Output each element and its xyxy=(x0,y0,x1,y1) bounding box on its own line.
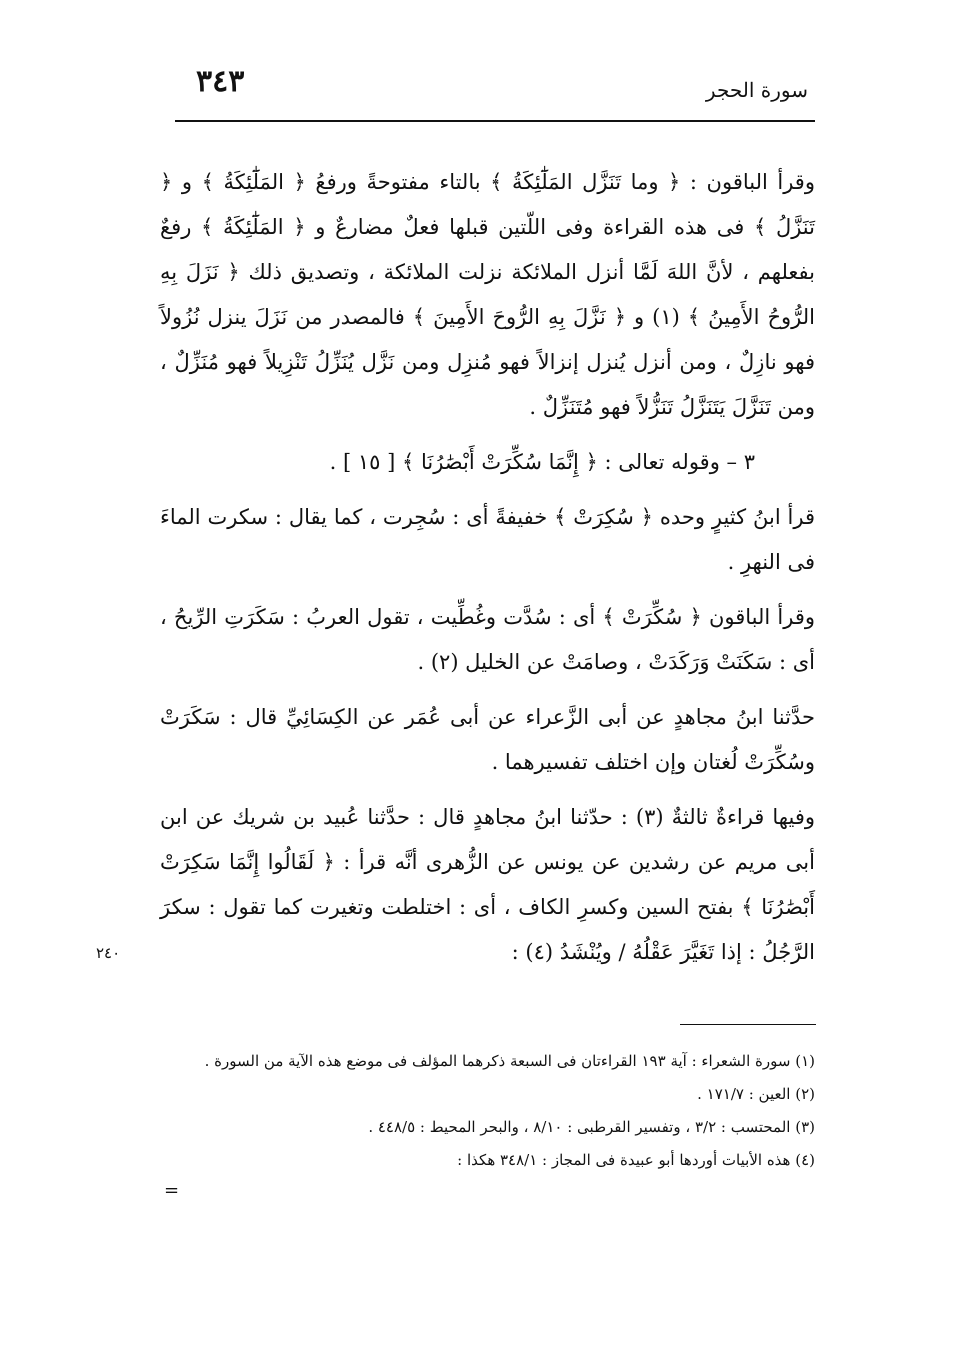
footnote-2: (٢) العين : ١٧١/٧ . xyxy=(697,1085,815,1103)
footnote-4: (٤) هذه الأبيات أوردها أبو عبيدة فى المجاز : ٣٤٨/١ هكذا : xyxy=(457,1151,815,1169)
paragraph-readings: وقرأ الباقون : ﴿ وما تَنَزَّل المَلَٰٓئِكَةُ ﴾ بالتاء مفتوحةً ورفعُ ﴿ المَلَٰٓئِكَةُ ﴾ و ﴿ تَنَزَّلُ ﴾ فى هذه القراءة وفى اللّتين قبلها فعلٌ مضارعٌ و ﴿ المَلَٰٓئِكَةُ ﴾ رفعٌ بفعلهم ، لأنَّ اللهَ لَمَّا أنزل الملائكة نزلت الملائكة ، وتصديق ذلك ﴿ نَزَلَ بِهِ الرُّوحُ الأَمِينُ ﴾ (١) و ﴿ نَزَّلَ بِهِ الرُّوحَ الأَمِينَ ﴾ فالمصدر من نَزَلَ ينزل نُزُولاً فهو نازِلٌ ، ومن أنزل يُنزل إنزالاً فهو مُنزِل ومن نَزَّل يُنَزِّلُ تَنْزِيلاً فهو مُنَزِّلٌ ، ومن تَنَزَّلَ يَتَنَزَّلُ تَنَزُّلاً فهو مُتَنَزِّلٌ . xyxy=(160,170,815,419)
page-number: ٣٤٣ xyxy=(196,64,245,99)
paragraph-ibn-kathir: قرأ ابنُ كثيرٍ وحده ﴿ سُكِرَتْ ﴾ خفيفةً أى : سُجِرت ، كما يقال : سكرت الماءَ فى النهرِ . xyxy=(160,505,815,574)
margin-page-reference: ٢٤٠ xyxy=(96,944,121,962)
continuation-mark: = xyxy=(164,1180,180,1201)
footnote-rule xyxy=(680,1024,816,1025)
footnote-3: (٣) المحتسب : ٣/٢ ، وتفسير القرطبى : ٨/١٠ ، والبحر المحيط : ٤٤٨/٥ . xyxy=(368,1118,815,1136)
footnotes xyxy=(160,1046,815,1178)
footnote-1: (١) سورة الشعراء : آية ١٩٣ القراءتان فى السبعة ذكرهما المؤلف فى موضع هذه الآية من السورة . xyxy=(204,1052,815,1070)
paragraph-kisai: حدَّثنا ابنُ مجاهدٍ عن أبى الزَّعراء عن أبى عُمَر عن الكِسَائِيِّ قال : سَكَرَتْ وسُكِّرَتْ لُغتان وإن اختلف تفسيرهما . xyxy=(160,705,815,774)
main-text xyxy=(160,160,815,985)
paragraph-third-reading: وفيها قراءةٌ ثالثةٌ (٣) : حدّثنا ابنُ مجاهدٍ قال : حدَّثنا عُبيد بن شريك عن ابن أبى مريم عن رشدين عن يونس عن الزُّهرى أنَّه قرأ : ﴿ لَقَالُوا إِنَّمَا سَكِرَتْ أَبْصَٰرُنَا ﴾ بفتح السين وكسرِ الكاف ، أى : اختلطت وتغيرت كما تقول : سكرَ الرَّجُلُ : إذا تَغَيَّرَ عَقْلُهُ / ويُنْشَدُ (٤) : xyxy=(160,805,815,964)
paragraph-others: وقرأ الباقون ﴿ سُكِّرَتْ ﴾ أى : سُدَّت وغُطِّيت ، تقول العربُ : سَكَرَتِ الرِّيحُ ، أى : سَكَنَتْ وَرَكَدَتْ ، وصامَتْ عن الخليل (٢) . xyxy=(160,605,815,674)
verse-heading: ٣ – وقوله تعالى : ﴿ إِنَّمَا سُكِّرَتْ أَبْصَٰرُنَا ﴾ [ ١٥ ] . xyxy=(329,450,755,474)
header-rule xyxy=(175,120,815,122)
surah-title: سورة الحجر xyxy=(705,78,808,102)
